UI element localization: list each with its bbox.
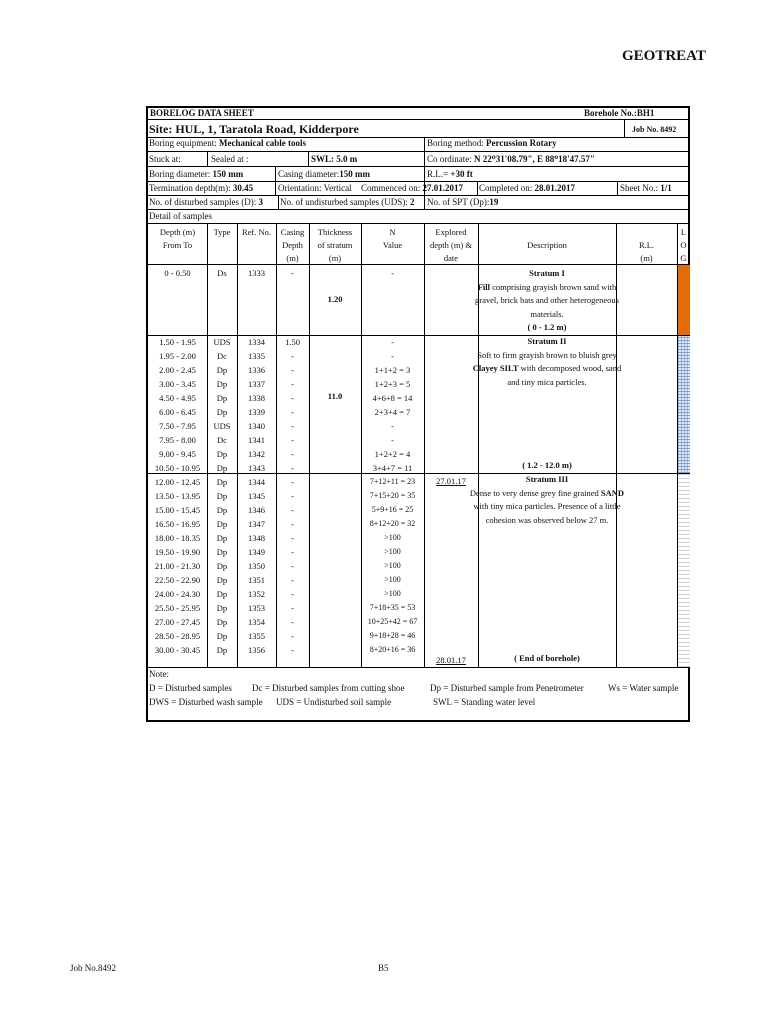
- row-ref: 1349: [248, 547, 265, 557]
- stratum-2-description: Stratum II Soft to firm grayish brown to bluish grey Clayey SILT with decomposed wood, sand and tiny mica particles.: [472, 336, 622, 387]
- row-casing: 1.50: [285, 337, 300, 347]
- row-depth: 24.00 - 24.30: [154, 589, 201, 599]
- row-n: 3+4+7 = 11: [372, 463, 413, 473]
- row-depth: 13.50 - 13.95: [154, 491, 201, 501]
- row-casing: -: [291, 421, 294, 431]
- detail-of-samples: Detail of samples: [149, 211, 212, 221]
- sealed-at: Sealed at :: [211, 154, 249, 164]
- explored-end-date: 28.01.17: [436, 655, 466, 665]
- row-ref: 1337: [248, 379, 265, 389]
- row-n: 8+20+16 = 36: [369, 645, 416, 654]
- site-name: Site: HUL, 1, Taratola Road, Kidderpore: [149, 122, 359, 136]
- row-ref: 1355: [248, 631, 265, 641]
- row-ref: 1344: [248, 477, 265, 487]
- row-depth: 18.00 - 18.35: [154, 533, 201, 543]
- row-n: 7+15+20 = 35: [369, 491, 416, 500]
- row-n: >100: [384, 547, 401, 556]
- row-depth: 15.00 - 15.45: [154, 505, 201, 515]
- header-rl-unit: (m): [640, 253, 653, 263]
- row-casing: -: [291, 617, 294, 627]
- row-type: Dp: [216, 477, 228, 487]
- sheet-title: BORELOG DATA SHEET: [150, 108, 254, 118]
- stratum-1-description: Stratum I Fill comprising grayish brown sand with gravel, brick bats and other heterogeneous materials. ( 0 - 1.2 m): [475, 268, 619, 332]
- row-ref: 1345: [248, 491, 265, 501]
- row-depth: 25.50 - 25.95: [154, 603, 201, 613]
- row-ref: 1346: [248, 505, 265, 515]
- row-n: 7+18+35 = 53: [369, 603, 416, 612]
- row-type: Dc: [217, 435, 227, 445]
- row-depth: 0 - 0.50: [164, 268, 191, 278]
- row-casing: -: [291, 477, 294, 487]
- row-n: 10+25+42 = 67: [367, 617, 418, 626]
- row-ref: 1336: [248, 365, 265, 375]
- row-ref: 1353: [248, 603, 265, 613]
- row-n: -: [391, 337, 394, 347]
- row-depth: 12.00 - 12.45: [154, 477, 201, 487]
- row-depth: 2.00 - 2.45: [159, 365, 196, 375]
- header-stratum: of stratum: [317, 240, 353, 250]
- row-n: 1+1+2 = 3: [374, 365, 411, 375]
- row-type: Dp: [216, 561, 228, 571]
- row-depth: 1.95 - 2.00: [159, 351, 196, 361]
- row-type: Dp: [216, 407, 228, 417]
- header-thickness: Thickness: [317, 227, 353, 237]
- reduced-level: R.L.= +30 ft: [427, 169, 473, 179]
- row-ref: 1350: [248, 561, 265, 571]
- end-of-borehole: ( End of borehole): [514, 653, 580, 663]
- company-name: GEOTREAT: [622, 48, 706, 64]
- row-type: Dp: [216, 379, 228, 389]
- row-casing: -: [291, 449, 294, 459]
- header-casing: Casing: [280, 227, 305, 237]
- row-type: Ds: [217, 268, 227, 278]
- boring-equipment: Boring equipment: Mechanical cable tools: [149, 138, 306, 148]
- stuck-at: Stuck at:: [149, 154, 181, 164]
- row-casing: -: [291, 561, 294, 571]
- row-n: >100: [384, 575, 401, 584]
- casing-diameter: Casing diameter:150 mm: [278, 169, 370, 179]
- row-type: Dp: [216, 519, 228, 529]
- note-dc: Dc = Disturbed samples from cutting shoe: [252, 683, 405, 693]
- row-type: Dp: [216, 645, 228, 655]
- header-depth: Depth (m): [159, 227, 196, 237]
- completed-on: Completed on: 28.01.2017: [479, 183, 575, 193]
- row-ref: 1335: [248, 351, 265, 361]
- header-thickness-unit: (m): [328, 253, 342, 263]
- row-depth: 21.00 - 21.30: [154, 561, 201, 571]
- row-ref: 1341: [248, 435, 265, 445]
- row-depth: 6.00 - 6.45: [159, 407, 196, 417]
- header-log-o: O: [680, 240, 687, 250]
- row-casing: -: [291, 533, 294, 543]
- row-depth: 10.50 - 10.95: [154, 463, 201, 473]
- row-type: Dp: [216, 449, 228, 459]
- row-casing: -: [291, 351, 294, 361]
- row-ref: 1354: [248, 617, 265, 627]
- row-ref: 1347: [248, 519, 265, 529]
- row-casing: -: [291, 435, 294, 445]
- header-explored-depth: depth (m) &: [429, 240, 473, 250]
- row-ref: 1356: [248, 645, 265, 655]
- row-depth: 30.00 - 30.45: [154, 645, 201, 655]
- header-ref: Ref. No.: [241, 227, 272, 237]
- header-log-g: G: [680, 253, 687, 263]
- row-type: Dp: [216, 463, 228, 473]
- borehole-number: Borehole No.:BH1: [584, 108, 655, 118]
- header-depth-range: From To: [162, 240, 193, 250]
- row-casing: -: [291, 379, 294, 389]
- row-n: -: [391, 268, 394, 278]
- header-casing-unit: (m): [286, 253, 299, 263]
- row-n: 1+2+2 = 4: [374, 449, 411, 459]
- row-casing: -: [291, 575, 294, 585]
- commenced-on: Commenced on: 27.01.2017: [361, 183, 463, 193]
- row-casing: -: [291, 268, 294, 278]
- row-casing: -: [291, 491, 294, 501]
- row-casing: -: [291, 603, 294, 613]
- undisturbed-count: No. of undisturbed samples (UDS): 2: [280, 197, 415, 207]
- row-type: Dp: [216, 393, 228, 403]
- row-casing: -: [291, 365, 294, 375]
- row-ref: 1348: [248, 533, 265, 543]
- note-ws: Ws = Water sample: [608, 683, 679, 693]
- row-ref: 1343: [248, 463, 265, 473]
- thickness-stratum-2: 11.0: [327, 391, 343, 401]
- row-type: Dp: [216, 617, 228, 627]
- log-sand-stratum-3: [678, 474, 690, 667]
- spt-count: No. of SPT (Dp):19: [427, 197, 499, 207]
- row-type: UDS: [213, 337, 231, 347]
- notes-title: Note:: [149, 669, 169, 679]
- header-log-l: L: [680, 227, 687, 237]
- note-dp: Dp = Disturbed sample from Penetrometer: [430, 683, 584, 693]
- boring-method: Boring method: Percussion Rotary: [427, 138, 557, 148]
- row-depth: 4.50 - 4.95: [159, 393, 196, 403]
- row-depth: 7.95 - 8.00: [159, 435, 196, 445]
- footer-job-number: Job No.8492: [70, 963, 117, 973]
- header-description: Description: [527, 240, 567, 250]
- row-type: Dp: [216, 575, 228, 585]
- row-depth: 9.00 - 9.45: [159, 449, 196, 459]
- row-type: Dp: [216, 533, 228, 543]
- header-type: Type: [213, 227, 231, 237]
- stratum-3-description: Stratum III Dense to very dense grey fine grained SAND with tiny mica particles. Presence of a little cohesion was observed below 27 m.: [469, 474, 625, 525]
- header-casing-depth: Depth: [282, 240, 303, 250]
- note-d: D = Disturbed samples: [149, 683, 232, 693]
- row-ref: 1351: [248, 575, 265, 585]
- row-casing: -: [291, 407, 294, 417]
- row-ref: 1342: [248, 449, 265, 459]
- header-n-value: Value: [382, 240, 403, 250]
- job-number: Job No. 8492: [632, 125, 677, 134]
- row-type: Dp: [216, 505, 228, 515]
- row-n: 7+12+11 = 23: [369, 477, 416, 486]
- row-n: 5+9+16 = 25: [371, 505, 414, 514]
- row-n: 9+18+28 = 46: [369, 631, 416, 640]
- row-depth: 19.50 - 19.90: [154, 547, 201, 557]
- thickness-stratum-1: 1.20: [327, 294, 343, 304]
- row-casing: -: [291, 505, 294, 515]
- row-depth: 7.50 - 7.95: [159, 421, 196, 431]
- row-ref: 1340: [248, 421, 265, 431]
- row-type: Dp: [216, 491, 228, 501]
- row-ref: 1334: [248, 337, 265, 347]
- log-fill-stratum-1: [678, 265, 690, 335]
- header-n: N: [389, 227, 396, 237]
- row-casing: -: [291, 463, 294, 473]
- row-type: Dp: [216, 603, 228, 613]
- row-type: Dp: [216, 631, 228, 641]
- row-n: >100: [384, 533, 401, 542]
- row-depth: 22.50 - 22.90: [154, 575, 201, 585]
- row-type: Dp: [216, 589, 228, 599]
- row-n: 4+6+8 = 14: [372, 393, 413, 403]
- row-n: 2+3+4 = 7: [374, 407, 411, 417]
- row-casing: -: [291, 645, 294, 655]
- orientation: Orientation: Vertical: [278, 183, 352, 193]
- row-casing: -: [291, 547, 294, 557]
- row-n: 1+2+3 = 5: [374, 379, 411, 389]
- borelog-sheet: [146, 106, 690, 722]
- row-type: Dp: [216, 547, 228, 557]
- row-ref: 1338: [248, 393, 265, 403]
- log-silt-stratum-2: [678, 336, 690, 473]
- row-ref: 1333: [248, 268, 265, 278]
- row-n: -: [391, 351, 394, 361]
- row-ref: 1352: [248, 589, 265, 599]
- row-type: Dc: [217, 351, 227, 361]
- row-depth: 28.50 - 28.95: [154, 631, 201, 641]
- row-depth: 27.00 - 27.45: [154, 617, 201, 627]
- row-n: -: [391, 421, 394, 431]
- row-n: -: [391, 435, 394, 445]
- row-type: Dp: [216, 365, 228, 375]
- note-uds: UDS = Undisturbed soil sample: [276, 697, 392, 707]
- header-explored-date: date: [443, 253, 459, 263]
- header-explored: Explored: [435, 227, 467, 237]
- row-depth: 16.50 - 16.95: [154, 519, 201, 529]
- footer-page-label: B5: [378, 963, 389, 973]
- explored-start-date: 27.01.17: [436, 476, 466, 486]
- termination-depth: Termination depth(m): 30.45: [149, 183, 254, 193]
- row-n: 8+12+20 = 32: [369, 519, 416, 528]
- swl: SWL: 5.0 m: [311, 154, 358, 164]
- row-n: >100: [384, 589, 401, 598]
- note-dws: DWS = Disturbed wash sample: [149, 697, 263, 707]
- stratum-2-range: ( 1.2 - 12.0 m): [522, 460, 572, 470]
- row-casing: -: [291, 589, 294, 599]
- row-casing: -: [291, 393, 294, 403]
- row-n: >100: [384, 561, 401, 570]
- coordinate: Co ordinate: N 22⁰31'08.79", E 88⁰18'47.57": [427, 154, 595, 164]
- boring-diameter: Boring diameter: 150 mm: [149, 169, 244, 179]
- sheet-number: Sheet No.: 1/1: [620, 183, 672, 193]
- row-casing: -: [291, 519, 294, 529]
- row-depth: 3.00 - 3.45: [159, 379, 196, 389]
- note-swl: SWL = Standing water level: [433, 697, 536, 707]
- row-depth: 1.50 - 1.95: [159, 337, 196, 347]
- row-ref: 1339: [248, 407, 265, 417]
- header-rl: R.L.: [638, 240, 655, 250]
- disturbed-count: No. of disturbed samples (D): 3: [149, 197, 263, 207]
- row-type: UDS: [213, 421, 231, 431]
- row-casing: -: [291, 631, 294, 641]
